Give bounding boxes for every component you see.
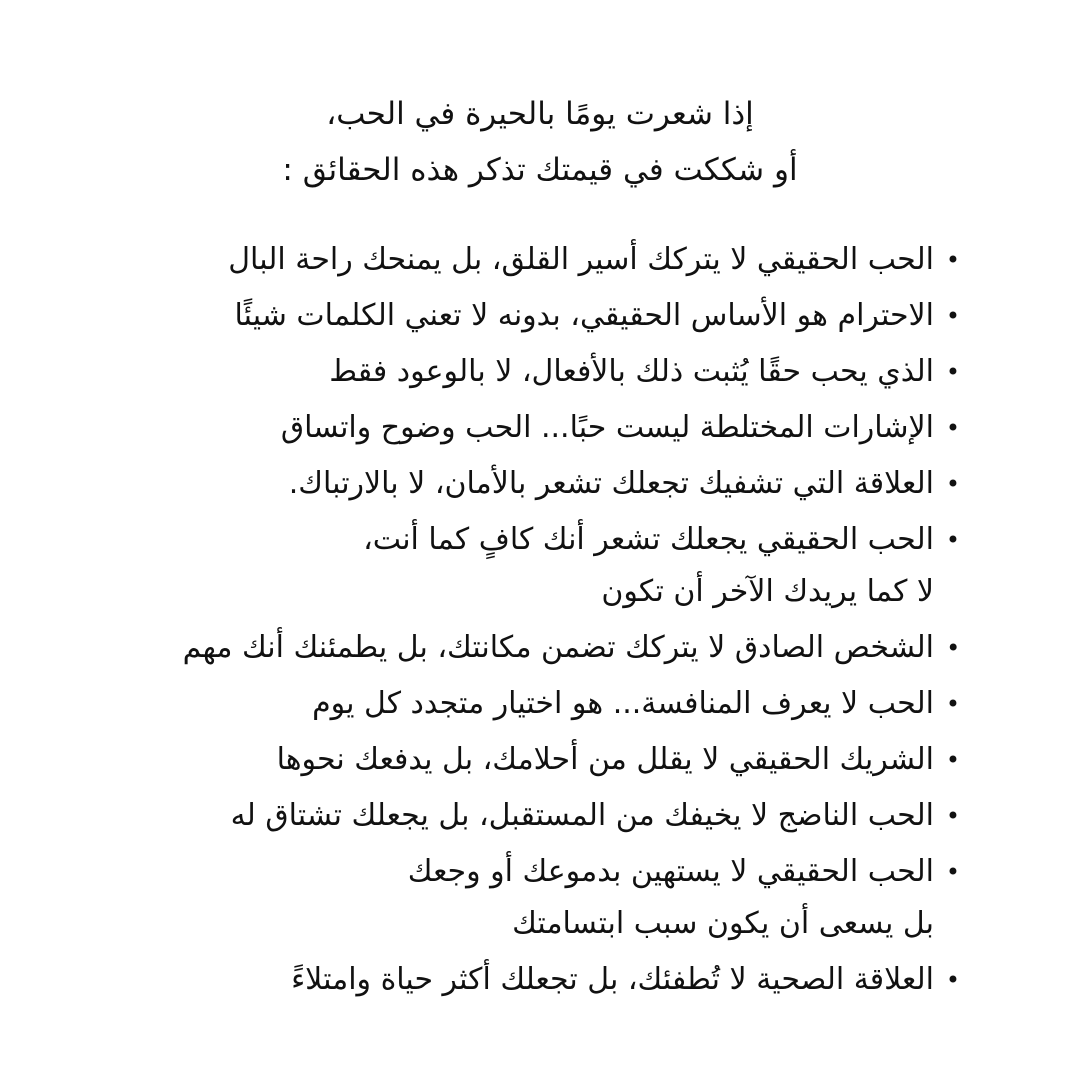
heading-line-2: أو شككت في قيمتك تذكر هذه الحقائق : [282, 152, 798, 188]
list-item-text-continued: بل يسعى أن يكون سبب ابتسامتك [512, 906, 934, 941]
list-item-text: • الحب لا يعرف المنافسة... هو اختيار متجدد كل يوم [312, 686, 934, 721]
list-item-text: • الحب الحقيقي لا يتركك أسير القلق، بل يمنحك راحة البال [228, 242, 934, 277]
list-item-text: • الحب الحقيقي يجعلك تشعر أنك كافٍ كما أنت، [363, 522, 934, 557]
heading-line-1: إذا شعرت يومًا بالحيرة في الحب، [326, 96, 754, 132]
list-item-text: • الاحترام هو الأساس الحقيقي، بدونه لا تعني الكلمات شيئًا [234, 298, 934, 333]
facts-list [100, 236, 960, 1012]
list-item-text: • العلاقة التي تشفيك تجعلك تشعر بالأمان، لا بالارتباك. [288, 466, 934, 501]
list-item [100, 348, 960, 396]
list-item [100, 404, 960, 452]
list-item [100, 792, 960, 840]
list-item-text: • الشخص الصادق لا يتركك تضمن مكانتك، بل يطمئنك أنك مهم [182, 630, 934, 665]
list-item-text: • العلاقة الصحية لا تُطفئك، بل تجعلك أكثر حياة وامتلاءً [291, 962, 934, 997]
list-item [100, 236, 960, 284]
list-item [100, 292, 960, 340]
list-item [100, 516, 960, 616]
list-item [100, 736, 960, 784]
list-item-text: • الذي يحب حقًا يُثبت ذلك بالأفعال، لا بالوعود فقط [329, 354, 934, 389]
list-item [100, 956, 960, 1004]
list-item [100, 460, 960, 508]
list-item [100, 624, 960, 672]
list-item-text: • الحب الحقيقي لا يستهين بدموعك أو وجعك [407, 854, 934, 889]
list-item [100, 848, 960, 948]
list-item [100, 680, 960, 728]
list-item-text: • الحب الناضج لا يخيفك من المستقبل، بل يجعلك تشتاق له [230, 798, 934, 833]
list-item-text: • الإشارات المختلطة ليست حبًا... الحب وضوح واتساق [280, 410, 934, 445]
list-item-text-continued: لا كما يريدك الآخر أن تكون [601, 574, 934, 609]
heading [120, 86, 960, 198]
list-item-text: • الشريك الحقيقي لا يقلل من أحلامك، بل يدفعك نحوها [276, 742, 934, 777]
